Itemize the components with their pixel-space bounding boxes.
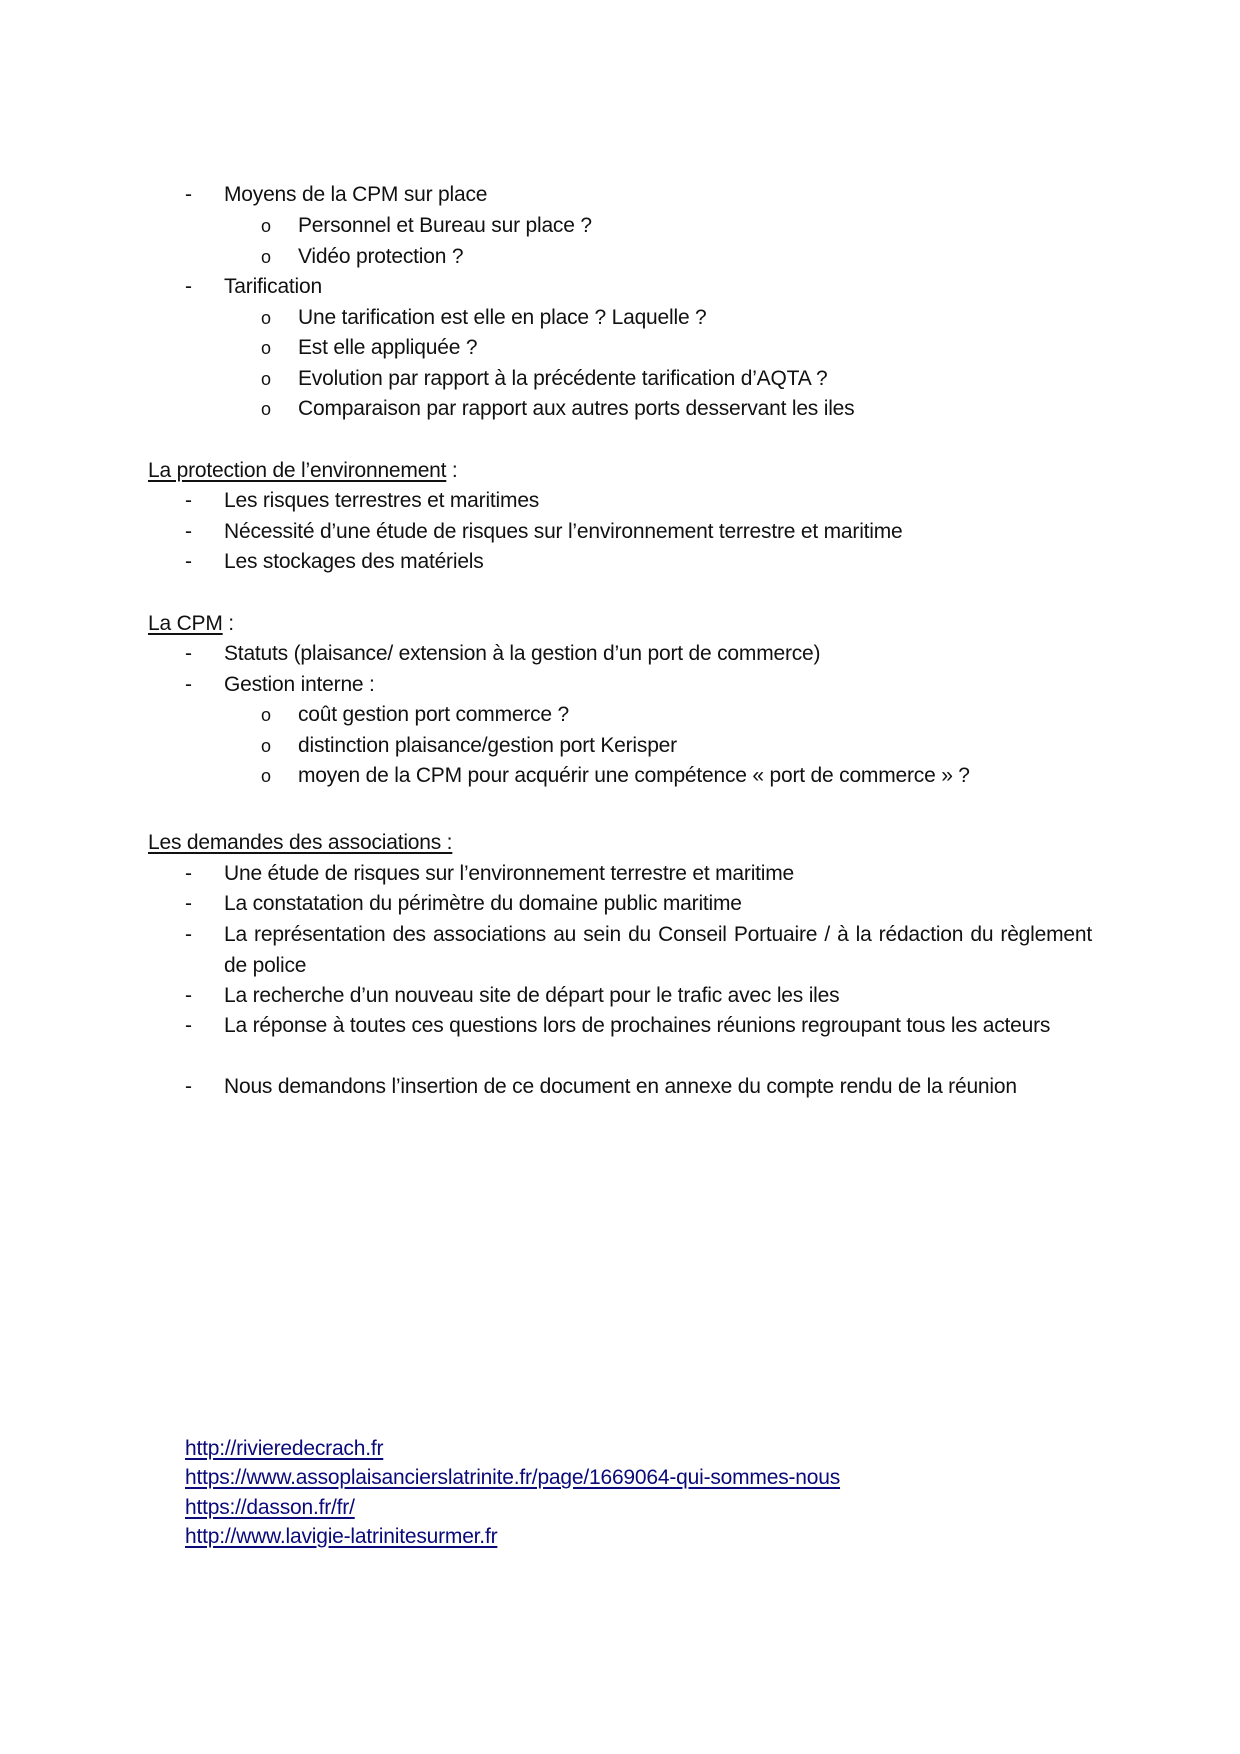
sub-list-item: Une tarification est elle en place ? Laquelle ? [298, 306, 707, 329]
section-heading [148, 828, 452, 858]
dash-bullet: - [185, 183, 192, 206]
dash-bullet: - [185, 275, 192, 298]
section-heading-title: La protection de l’environnement [148, 459, 447, 482]
circle-bullet: o [261, 399, 272, 419]
section-heading-suffix: : [222, 612, 234, 635]
link-asso-plaisanciers[interactable]: https://www.assoplaisancierslatrinite.fr/page/1669064-qui-sommes-nous [185, 1466, 841, 1489]
sub-list-item: Evolution par rapport à la précédente tarification d’AQTA ? [298, 367, 828, 390]
list-item: Les risques terrestres et maritimes [224, 489, 540, 512]
section-heading-title: La CPM [148, 612, 223, 635]
list-item: La représentation des associations au sein du Conseil Portuaire / à la rédaction du règlement de police [224, 923, 1092, 977]
section-heading-title: Les demandes des associations : [148, 831, 453, 854]
list-item: Une étude de risques sur l’environnement terrestre et maritime [224, 862, 795, 885]
list-item: La recherche d’un nouveau site de départ pour le trafic avec les iles [224, 984, 840, 1007]
link-lavigie[interactable]: http://www.lavigie-latrinitesurmer.fr [185, 1525, 498, 1548]
list-item: Nous demandons l’insertion de ce document en annexe du compte rendu de la réunion [224, 1075, 1017, 1098]
dash-bullet: - [185, 892, 192, 915]
list-item: Les stockages des matériels [224, 550, 484, 573]
dash-bullet: - [185, 1075, 192, 1098]
section-heading [148, 456, 458, 486]
circle-bullet: o [261, 308, 272, 328]
sub-list-item: Personnel et Bureau sur place ? [298, 214, 592, 237]
section-heading [148, 609, 234, 639]
link-dasson[interactable]: https://dasson.fr/fr/ [185, 1496, 355, 1519]
section-heading-suffix: : [446, 459, 458, 482]
dash-bullet: - [185, 984, 192, 1007]
sub-list-item: Vidéo protection ? [298, 245, 464, 268]
list-item: Tarification [224, 275, 322, 298]
circle-bullet: o [261, 338, 272, 358]
list-item: Statuts (plaisance/ extension à la gestion d’un port de commerce) [224, 642, 821, 665]
dash-bullet: - [185, 642, 192, 665]
list-item: La constatation du périmètre du domaine public maritime [224, 892, 742, 915]
dash-bullet: - [185, 550, 192, 573]
sub-list-item: Est elle appliquée ? [298, 336, 478, 359]
dash-bullet: - [185, 923, 192, 946]
dash-bullet: - [185, 673, 192, 696]
circle-bullet: o [261, 369, 272, 389]
dash-bullet: - [185, 1014, 192, 1037]
sub-list-item: Comparaison par rapport aux autres ports desservant les iles [298, 397, 855, 420]
dash-bullet: - [185, 862, 192, 885]
list-item: La réponse à toutes ces questions lors de prochaines réunions regroupant tous les acteurs [224, 1014, 1051, 1037]
link-riviere-de-crach[interactable]: http://rivieredecrach.fr [185, 1437, 384, 1460]
sub-list-item: moyen de la CPM pour acquérir une compétence « port de commerce » ? [298, 764, 970, 787]
list-item: Gestion interne : [224, 673, 375, 696]
circle-bullet: o [261, 216, 272, 236]
circle-bullet: o [261, 247, 272, 267]
dash-bullet: - [185, 489, 192, 512]
sub-list-item: distinction plaisance/gestion port Kerisper [298, 734, 677, 757]
list-item: Nécessité d’une étude de risques sur l’environnement terrestre et maritime [224, 520, 903, 543]
circle-bullet: o [261, 705, 272, 725]
circle-bullet: o [261, 766, 272, 786]
dash-bullet: - [185, 520, 192, 543]
list-item: Moyens de la CPM sur place [224, 183, 488, 206]
circle-bullet: o [261, 736, 272, 756]
sub-list-item: coût gestion port commerce ? [298, 703, 570, 726]
